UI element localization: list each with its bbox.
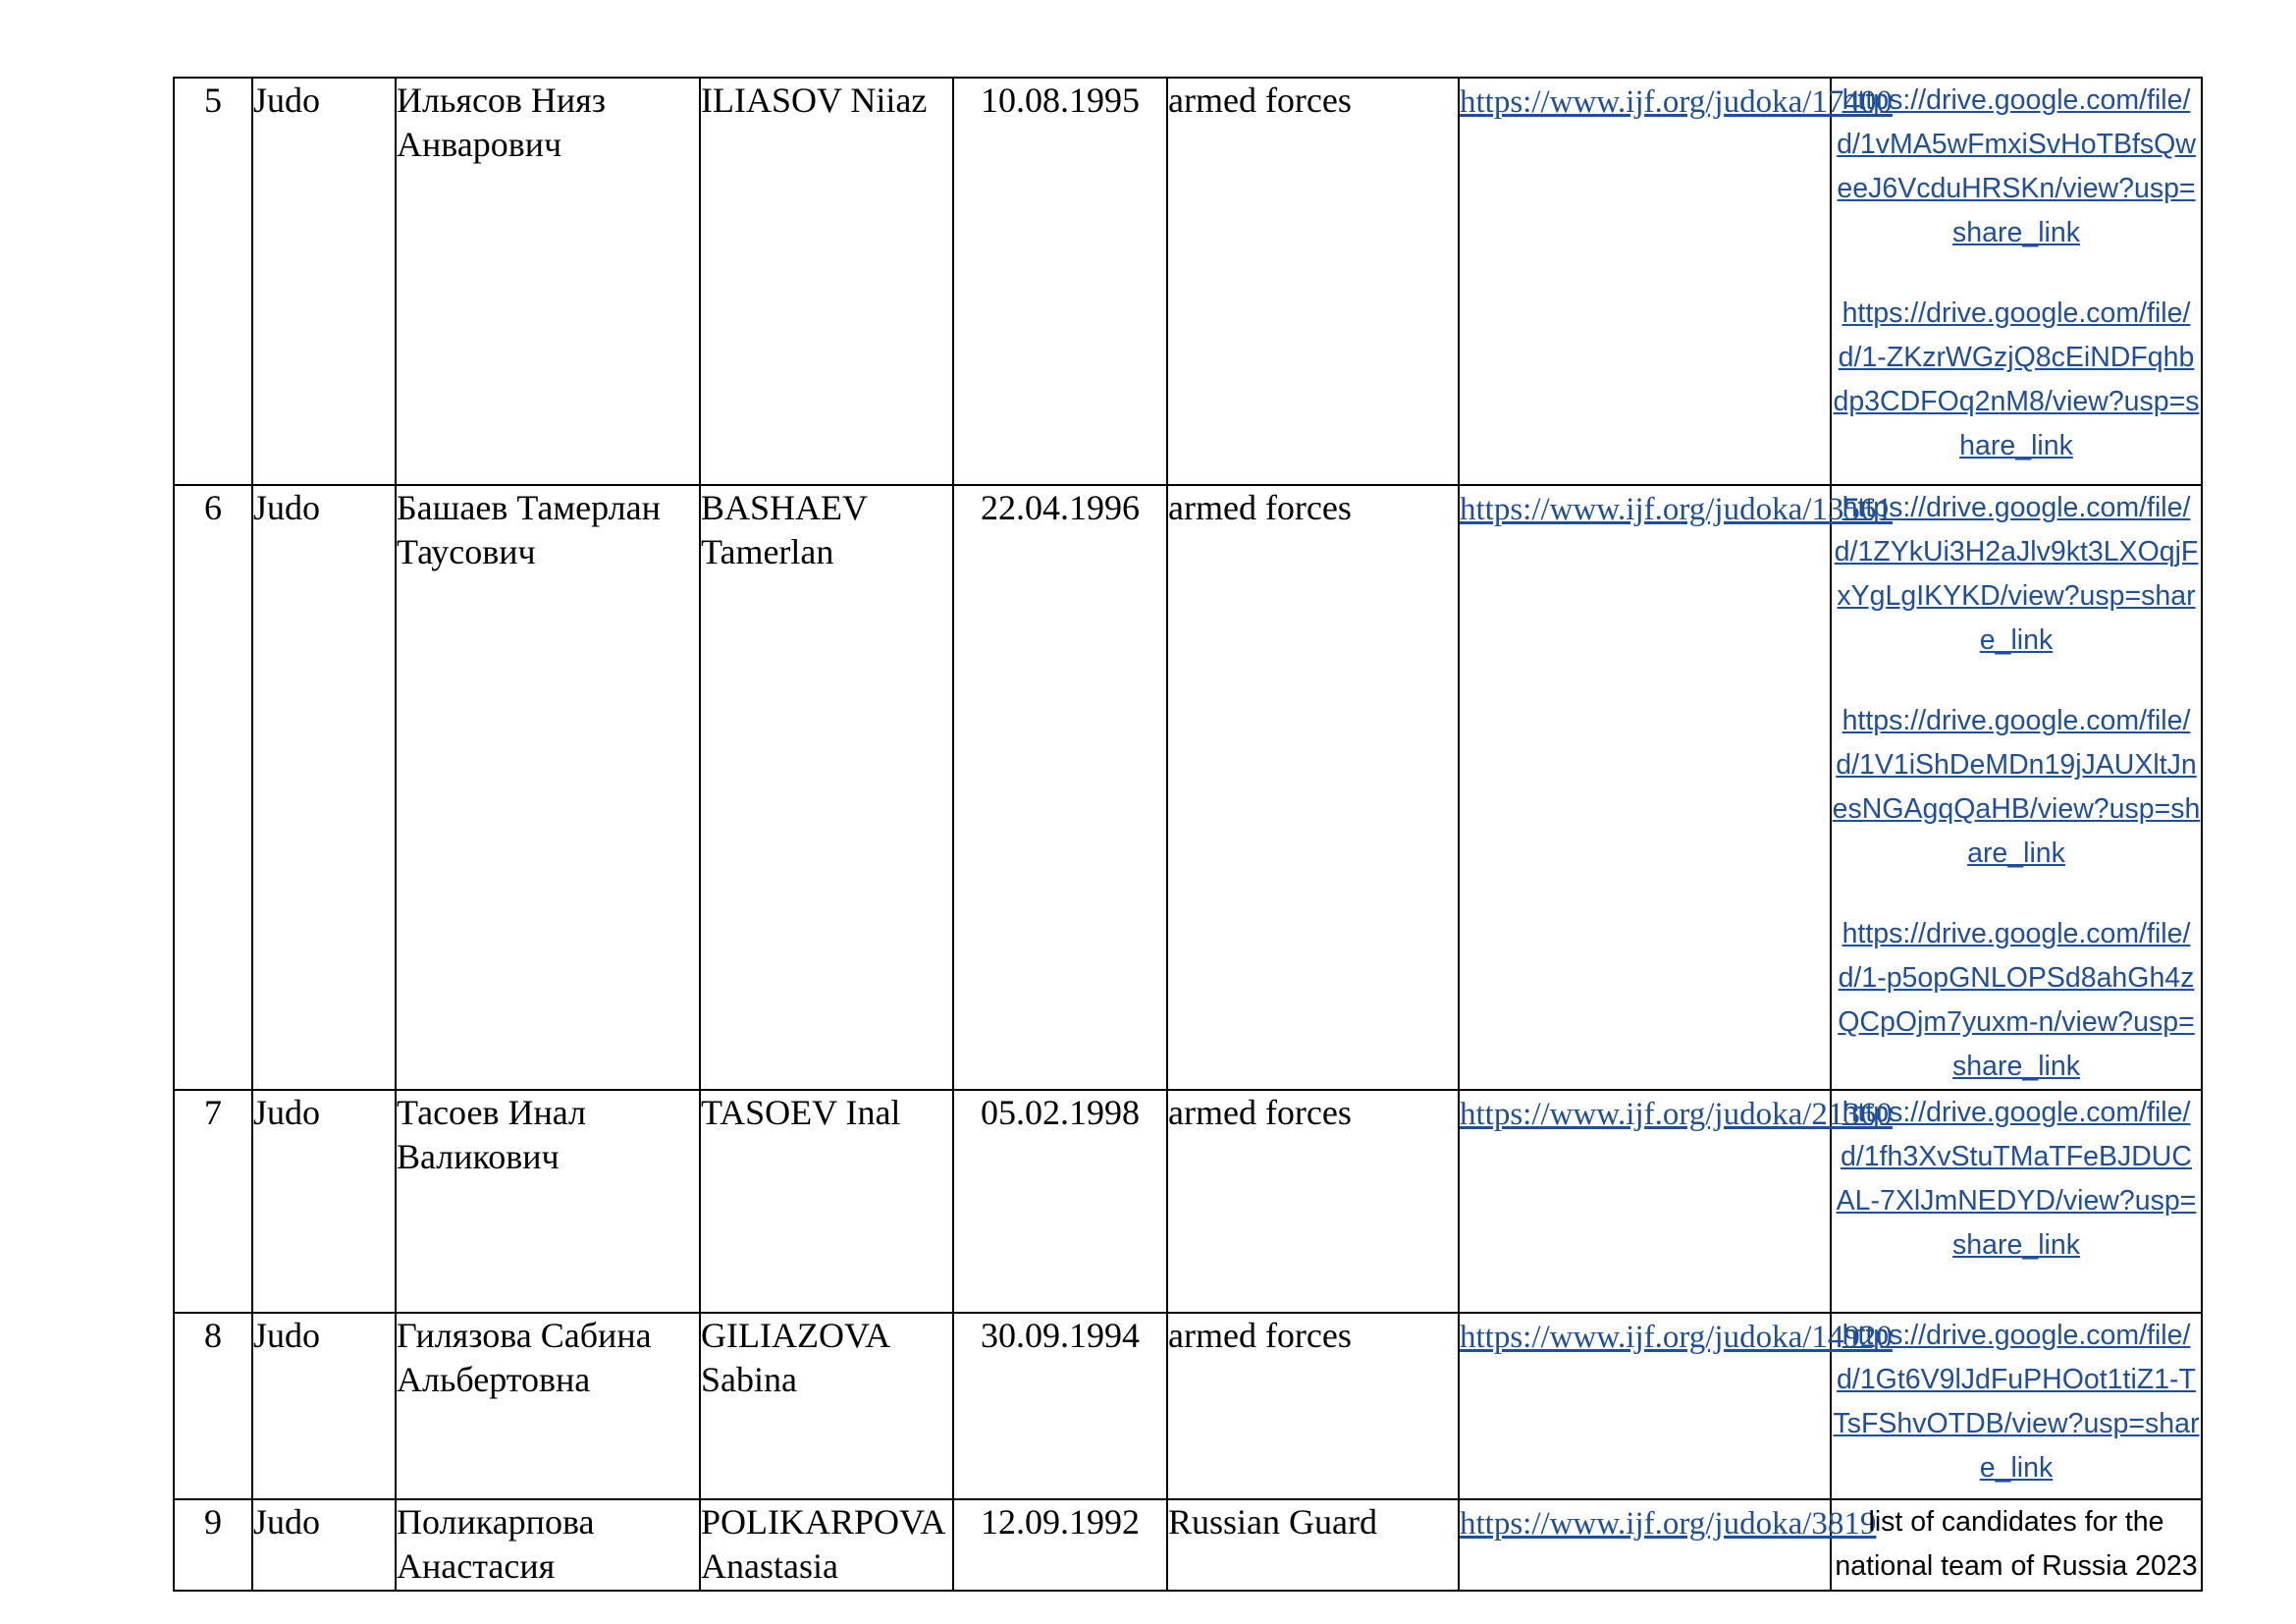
sport-cell: Judo [252,78,396,485]
table-row [174,1090,2202,1313]
documents-cell [1831,485,2202,1090]
row-number: 9 [174,1499,252,1591]
sport-cell: Judo [252,1090,396,1313]
name-latin-cell: BASHAEV Tamerlan [700,485,953,1090]
row-number: 6 [174,485,252,1090]
row-number: 5 [174,78,252,485]
ijf-profile-cell [1459,78,1893,485]
ijf-profile-cell [1459,485,1893,1090]
organization-cell: armed forces [1167,485,1459,1090]
ijf-profile-link[interactable]: https://www.ijf.org/judoka/14920 [1460,1320,1893,1355]
table-row [174,1499,2202,1591]
link-spacer [1832,876,2201,912]
ijf-profile-link[interactable]: https://www.ijf.org/judoka/21360 [1460,1097,1893,1132]
documents-cell [1831,1313,2202,1499]
name-latin-cell: POLIKARPOVA Anastasia [700,1499,953,1591]
organization-cell: armed forces [1167,1313,1459,1499]
sport-cell: Judo [252,485,396,1090]
documents-cell [1831,1499,2202,1591]
ijf-profile-cell [1459,1499,1877,1591]
name-cyrillic-cell: Гилязова Сабина Альбертовна [396,1313,700,1499]
ijf-profile-cell [1459,1313,1893,1499]
name-latin-cell: GILIAZOVA Sabina [700,1313,953,1499]
birth-date-cell: 12.09.1992 [953,1499,1167,1591]
name-cyrillic-cell: Ильясов Нияз Анварович [396,78,700,485]
document-link[interactable]: https://drive.google.com/file/d/1-ZKzrWGzjQ8cEiNDFqhbdp3CDFOq2nM8/view?usp=share_link [1833,298,2200,461]
ijf-profile-link[interactable]: https://www.ijf.org/judoka/13561 [1460,492,1893,527]
organization-cell: Russian Guard [1167,1499,1459,1591]
table-row [174,1313,2202,1499]
ijf-profile-link[interactable]: https://www.ijf.org/judoka/17400 [1460,84,1893,120]
name-cyrillic-cell: Башаев Тамерлан Таусович [396,485,700,1090]
sport-cell: Judo [252,1313,396,1499]
document-link[interactable]: https://drive.google.com/file/d/1ZYkUi3H2aJlv9kt3LXOqjFxYgLgIKYKD/view?usp=share_link [1834,492,2199,656]
birth-date-cell: 05.02.1998 [953,1090,1167,1313]
document-link[interactable]: https://drive.google.com/file/d/1fh3XvStuTMaTFeBJDUCAL-7XlJmNEDYD/view?usp=share_link [1836,1097,2197,1261]
organization-cell: armed forces [1167,1090,1459,1313]
name-latin-cell: TASOEV Inal [700,1090,953,1313]
ijf-profile-cell [1459,1090,1893,1313]
organization-cell: armed forces [1167,78,1459,485]
link-spacer [1832,255,2201,292]
ijf-profile-link[interactable]: https://www.ijf.org/judoka/3819 [1460,1506,1877,1542]
document-link[interactable]: https://drive.google.com/file/d/1V1iShDeMDn19jJAUXltJnesNGAgqQaHB/view?usp=share_link [1832,705,2201,869]
birth-date-cell: 30.09.1994 [953,1313,1167,1499]
row-number: 7 [174,1090,252,1313]
link-spacer [1832,663,2201,699]
table-row [174,485,2202,1090]
table-row [174,78,2202,485]
name-cyrillic-cell: Тасоев Инал Валикович [396,1090,700,1313]
documents-cell [1831,1090,2202,1313]
documents-note: list of candidates for the national team of Russia 2023 [1835,1506,2198,1582]
document-link[interactable]: https://drive.google.com/file/d/1-p5opGNLOPSd8ahGh4zQCpOjm7yuxm-n/view?usp=share_link [1838,918,2195,1082]
document-link[interactable]: https://drive.google.com/file/d/1vMA5wFmxiSvHoTBfsQweeJ6VcduHRSKn/view?usp=share_link [1837,84,2196,248]
athletes-table [173,77,2203,1592]
row-number: 8 [174,1313,252,1499]
sport-cell: Judo [252,1499,396,1591]
documents-cell [1831,78,2202,485]
name-latin-cell: ILIASOV Niiaz [700,78,953,485]
document-link[interactable]: https://drive.google.com/file/d/1Gt6V9lJdFuPHOot1tiZ1-TTsFShvOTDB/view?usp=share_link [1833,1320,2200,1484]
table-body [174,78,2202,1591]
birth-date-cell: 22.04.1996 [953,485,1167,1090]
name-cyrillic-cell: Поликарпова Анастасия [396,1499,700,1591]
birth-date-cell: 10.08.1995 [953,78,1167,485]
